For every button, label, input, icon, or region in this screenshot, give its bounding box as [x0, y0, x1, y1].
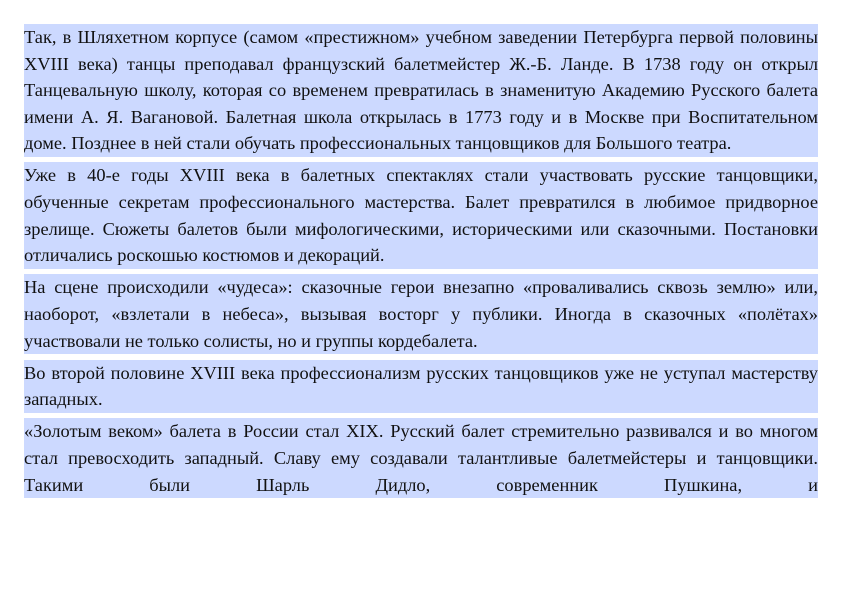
- paragraph-4: Во второй половине XVIII века профессионализм русских танцовщиков уже не уступал мастерству западных.: [24, 360, 818, 413]
- paragraph-3: На сцене происходили «чудеса»: сказочные герои внезапно «проваливались сквозь землю» или, наоборот, «взлетали в небеса», вызывая восторг у публики. Иногда в сказочных «полётах» участвовали не только солисты, но и группы кордебалета.: [24, 274, 818, 354]
- document-body: [24, 24, 818, 504]
- paragraph-1: Так, в Шляхетном корпусе (самом «престижном» учебном заведении Петербурга первой половины XVIII века) танцы преподавал французский балетмейстер Ж.-Б. Ланде. В 1738 году он открыл Танцевальную школу, которая со временем превратилась в знаменитую Академию Русского балета имени А. Я. Вагановой. Балетная школа открылась в 1773 году и в Москве при Воспитательном доме. Позднее в ней стали обучать профессиональных танцовщиков для Большого театра.: [24, 24, 818, 157]
- paragraph-2: Уже в 40-е годы XVIII века в балетных спектаклях стали участвовать русские танцовщики, обученные секретам профессионального мастерства. Балет превратился в любимое придворное зрелище. Сюжеты балетов были мифологическими, историческими или сказочными. Постановки отличались роскошью костюмов и декораций.: [24, 162, 818, 268]
- paragraph-5: «Золотым веком» балета в России стал XIX. Русский балет стремительно развивался и во многом стал превосходить западный. Славу ему создавали талантливые балетмейстеры и танцовщики. Такими были Шарль Дидло, современник Пушкина, и: [24, 418, 818, 498]
